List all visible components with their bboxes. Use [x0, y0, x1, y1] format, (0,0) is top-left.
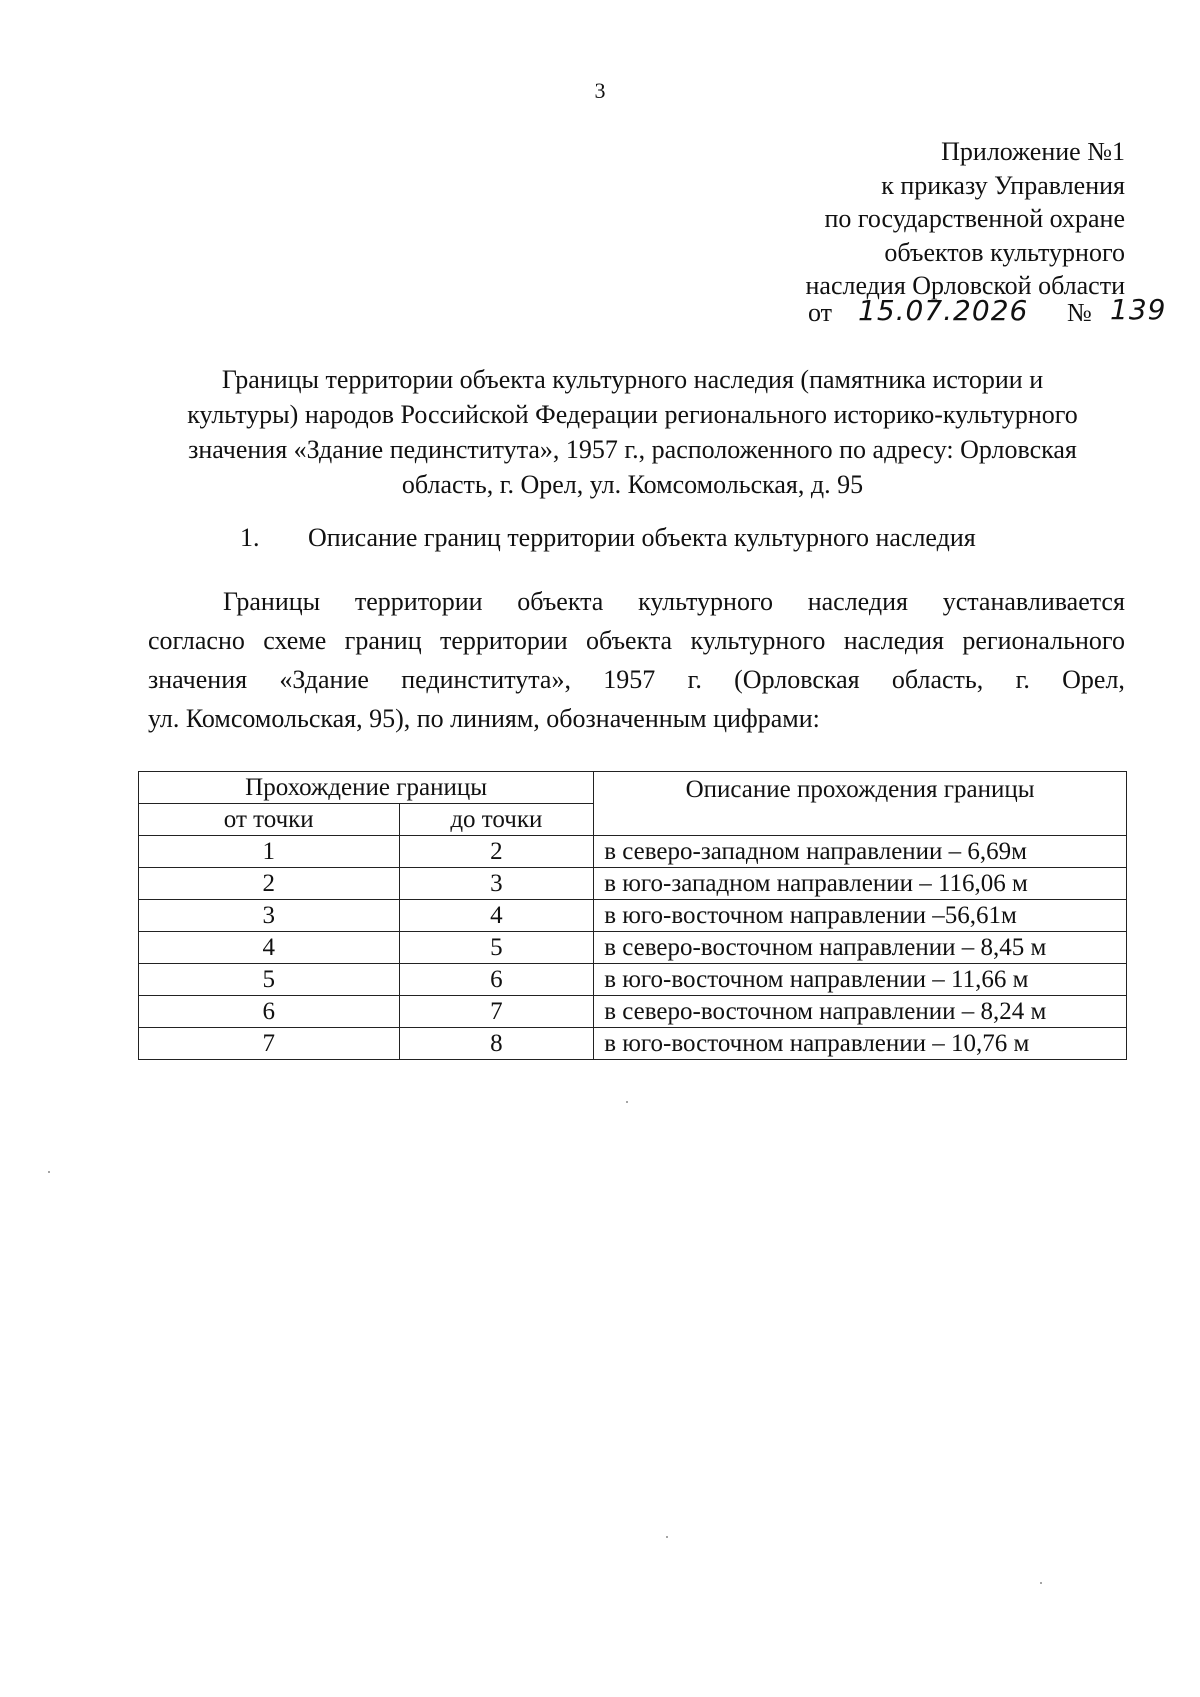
appendix-line: по государственной охране [824, 204, 1125, 233]
scan-speck [1040, 1582, 1042, 1584]
section-heading [240, 523, 976, 553]
paragraph-word: территории [439, 626, 568, 655]
paragraph-line [148, 699, 1125, 738]
to-point-cell: 7 [399, 996, 594, 1028]
description-cell: в северо-западном направлении – 6,69м [594, 836, 1127, 868]
paragraph-word: территории [354, 587, 483, 616]
paragraph-word: пединститута», [401, 665, 571, 694]
order-number-label: № [1067, 298, 1092, 327]
appendix-line: наследия Орловской области [805, 271, 1125, 300]
paragraph-word: регионального [962, 626, 1125, 655]
paragraph-word: г. [1015, 665, 1030, 694]
title-line: область, г. Орел, ул. Комсомольская, д. 95 [401, 470, 864, 499]
to-point-cell: 2 [399, 836, 594, 868]
table-row [139, 932, 1127, 964]
paragraph-word: (Орловская [734, 665, 860, 694]
from-point-header: от точки [139, 804, 400, 836]
table-row [139, 996, 1127, 1028]
from-point-cell: 3 [139, 900, 400, 932]
table-row [139, 900, 1127, 932]
title-line: значения «Здание пединститута», 1957 г., расположенного по адресу: Орловская [188, 435, 1077, 464]
scan-speck [666, 1536, 668, 1538]
title-line: культуры) народов Российской Федерации регионального историко-культурного [187, 400, 1078, 429]
paragraph-word: объекта [586, 626, 673, 655]
paragraph-word: г. [687, 665, 702, 694]
description-cell: в юго-восточном направлении –56,61м [594, 900, 1127, 932]
table-row [139, 868, 1127, 900]
from-point-cell: 4 [139, 932, 400, 964]
paragraph-word: 1957 [603, 665, 656, 694]
table-row [139, 964, 1127, 996]
to-point-cell: 8 [399, 1028, 594, 1060]
appendix-line: Приложение №1 [941, 137, 1125, 166]
scan-speck [626, 1101, 628, 1103]
to-point-cell: 4 [399, 900, 594, 932]
to-point-header: до точки [399, 804, 594, 836]
section-heading-text: Описание границ территории объекта культурного наследия [308, 523, 976, 552]
scan-speck [48, 1171, 50, 1173]
paragraph-word: объекта [517, 587, 604, 616]
order-date-handwritten: 15.07.2026 [858, 294, 1029, 327]
paragraph-word: наследия [807, 587, 908, 616]
description-cell: в юго-восточном направлении – 10,76 м [594, 1028, 1127, 1060]
appendix-line: объектов культурного [884, 237, 1125, 267]
paragraph-word: границ [344, 626, 422, 655]
description-cell: в северо-восточном направлении – 8,45 м [594, 932, 1127, 964]
description-header: Описание прохождения границы [594, 772, 1127, 836]
appendix-line: к приказу Управления [881, 170, 1125, 200]
title-line: Границы территории объекта культурного наследия (памятника истории и [221, 365, 1044, 394]
from-point-cell: 1 [139, 836, 400, 868]
body-paragraph [148, 582, 1125, 738]
paragraph-word: устанавливается [942, 587, 1125, 616]
to-point-cell: 5 [399, 932, 594, 964]
table-row [139, 1028, 1127, 1060]
paragraph-line [148, 621, 1125, 660]
paragraph-word: ул. Комсомольская, 95), по линиям, обозначенным цифрами: [148, 704, 820, 733]
from-point-cell: 7 [139, 1028, 400, 1060]
paragraph-line [148, 660, 1125, 699]
order-number-handwritten: 139 [1110, 293, 1167, 326]
paragraph-word: согласно [148, 626, 245, 655]
section-number: 1. [240, 523, 260, 552]
from-point-cell: 6 [139, 996, 400, 1028]
paragraph-word: область, [891, 665, 984, 694]
paragraph-word: культурного [638, 587, 773, 616]
paragraph-word: значения [148, 665, 248, 694]
to-point-cell: 6 [399, 964, 594, 996]
from-point-cell: 2 [139, 868, 400, 900]
paragraph-word: наследия [843, 626, 945, 655]
paragraph-line [148, 582, 1125, 621]
description-cell: в северо-восточном направлении – 8,24 м [594, 996, 1127, 1028]
document-title [140, 362, 1125, 502]
order-date-label: от [808, 298, 833, 327]
paragraph-word: «Здание [279, 665, 369, 694]
description-cell: в юго-восточном направлении – 11,66 м [594, 964, 1127, 996]
to-point-cell: 3 [399, 868, 594, 900]
paragraph-word: Границы [223, 587, 321, 616]
from-point-cell: 5 [139, 964, 400, 996]
table-header-row [139, 772, 1127, 804]
group-header: Прохождение границы [139, 772, 594, 804]
appendix-header [806, 135, 1125, 303]
paragraph-word: Орел, [1062, 665, 1125, 694]
page-number: 3 [594, 78, 606, 103]
boundary-table [138, 771, 1127, 1060]
paragraph-word: схеме [263, 626, 327, 655]
description-cell: в юго-западном направлении – 116,06 м [594, 868, 1127, 900]
table-row [139, 836, 1127, 868]
paragraph-word: культурного [690, 626, 826, 655]
